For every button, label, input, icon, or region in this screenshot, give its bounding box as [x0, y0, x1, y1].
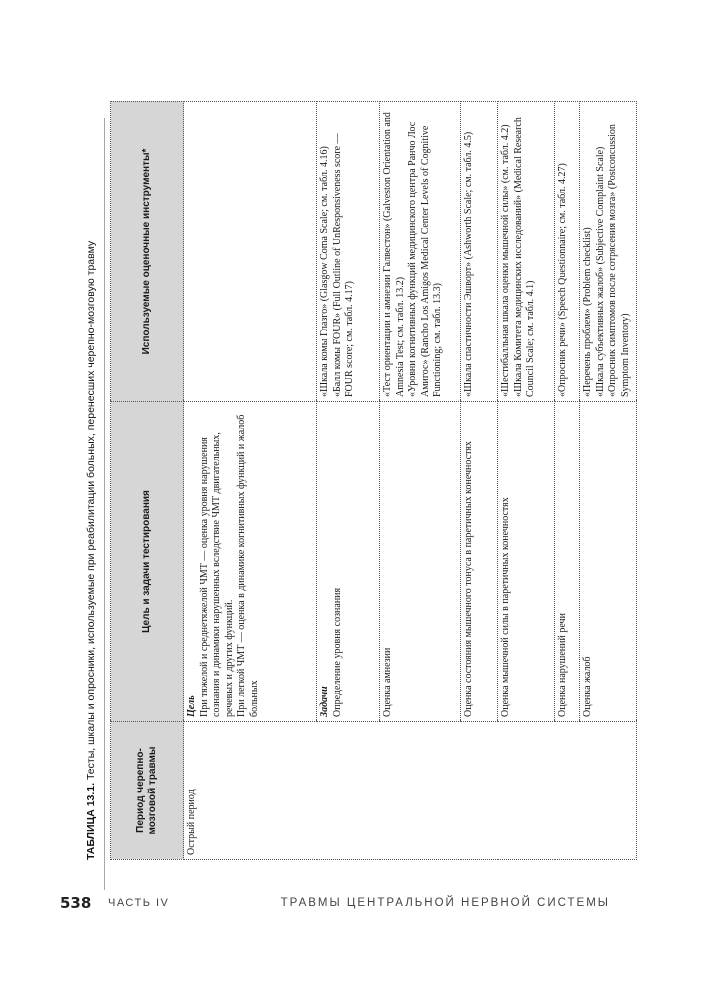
task-cell: [317, 402, 380, 722]
task-cell: Оценка нарушений речи: [555, 402, 580, 722]
rotated-table-area: [76, 100, 631, 860]
task-cell: Оценка жалоб: [580, 402, 637, 722]
tool-item: «Шкала комы Глазго» (Glasgow Coma Scale; см. табл. 4.16): [319, 146, 330, 397]
tools-cell: [498, 102, 555, 402]
header-period: Период черепно-мозговой травмы: [111, 722, 184, 860]
goal-line: При легкой ЧМТ — оценка в динамике когнитивных функций и жалоб больных: [236, 414, 260, 717]
header-goal: Цель и задачи тестирования: [111, 402, 184, 722]
task-cell: Оценка амнезии: [380, 402, 461, 722]
part-label: ЧАСТЬ IV: [108, 897, 170, 909]
tools-cell: [555, 102, 580, 402]
goal-cell: [184, 402, 317, 722]
period-cell: Острый период: [184, 722, 637, 860]
table-caption: [76, 100, 106, 860]
table-caption-label: ТАБЛИЦА 13.1.: [85, 782, 97, 860]
task-cell: Оценка мышечной силы в паретичных конечностях: [498, 402, 555, 722]
tool-item: «Шкала субъективных жалоб» (Subjective Complaint Scale): [594, 146, 606, 397]
section-title: ТРАВМЫ ЦЕНТРАЛЬНОЙ НЕРВНОЙ СИСТЕМЫ: [280, 897, 610, 909]
tool-item: «Шестибалльная шкала оценки мышечной силы» (см. табл. 4.2): [500, 124, 511, 397]
page-number: 538: [60, 894, 92, 912]
tools-cell: [317, 102, 380, 402]
tools-cell: [184, 102, 317, 402]
tools-cell: [461, 102, 498, 402]
goal-line: При тяжелой и среднетяжелой ЧМТ — оценка уровня нарушения сознания и динамики нарушенных вследствие ЧМТ двигательных, речевых и других функций.: [198, 432, 235, 717]
tool-item: «Шкала спастичности Эшворт» (Ashworth Scale; см. табл. 4.5): [463, 131, 474, 397]
rehab-tools-table: [110, 101, 637, 860]
goal-title: Цель: [186, 695, 197, 717]
tool-item: «Уровни когнитивных функций медицинского центра Ранчо Лос Амигос» (Rancho Los Amigos Medical Center Levels of Cognitive Functioning; см. табл. 13.3): [407, 121, 443, 397]
table-header-row: [111, 102, 184, 860]
tool-item: «Шкала Комитета медицинских исследований» (Medical Research Council Scale; см. табл. 4.1): [512, 117, 536, 397]
running-header: [60, 890, 680, 916]
tool-item: «Опросник речи» (Speech Questionnaire; см. табл. 4.27): [557, 163, 568, 397]
tools-cell: [380, 102, 461, 402]
task-text: Определение уровня сознания: [331, 587, 343, 717]
tasks-title: Задачи: [319, 686, 330, 717]
tools-cell: [580, 102, 637, 402]
tool-item: «Опросник симптомов после сотрясения мозга» (Postconcussion Symptom Inventory): [607, 124, 631, 397]
tool-item: «Перечень проблем» (Problem checklist): [582, 227, 593, 397]
task-cell: Оценка состояния мышечного тонуса в паретичных конечностях: [461, 402, 498, 722]
header-tools: Используемые оценочные инструменты*: [111, 102, 184, 402]
table-row: [184, 102, 317, 860]
tool-item: «Балл комы FOUR» (Full Outline of UnResponsiveness score — FOUR score; см. табл. 4.17): [331, 133, 355, 397]
tool-item: «Тест ориентации и амнезии Галвестон» (Galveston Orientation and Amnesia Test; см. табл. 13.2): [382, 112, 406, 397]
table-caption-text: Тесты, шкалы и опросники, используемые при реабилитации больных, перенесших черепно-мозговую травму: [85, 240, 97, 781]
